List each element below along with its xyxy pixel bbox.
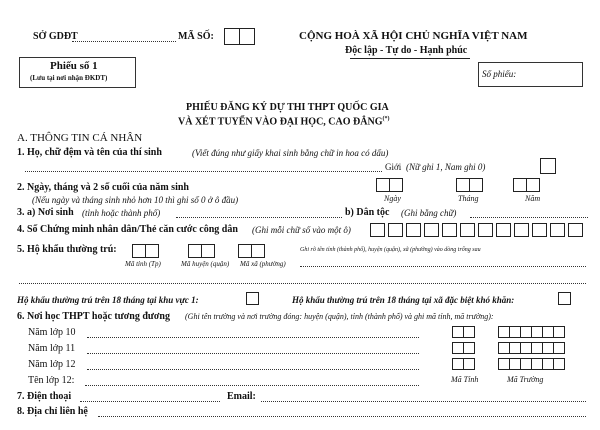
so-gddt-line[interactable] <box>72 41 176 42</box>
q3b-label: b) Dân tộc <box>345 207 390 218</box>
code-box[interactable] <box>553 342 565 354</box>
q3a-label: 3. a) Nơi sinh <box>17 207 74 218</box>
cmnd-box[interactable] <box>460 223 475 237</box>
ma-xa-box-2[interactable] <box>251 244 265 258</box>
dia-chi-line[interactable] <box>98 416 586 417</box>
ngay-label: Ngày <box>384 194 401 203</box>
kv1-label: Hộ khẩu thường trú trên 18 tháng tại khu vực 1: <box>17 295 199 305</box>
kv1-box[interactable] <box>246 292 259 305</box>
republic-title: CỘNG HOÀ XÃ HỘI CHỦ NGHĨA VIỆT NAM <box>299 30 528 42</box>
code-box[interactable] <box>553 358 565 370</box>
ma-huyen-boxes <box>188 244 214 258</box>
thang-label: Tháng <box>458 194 479 203</box>
thang-box-2[interactable] <box>469 178 483 192</box>
q2-hint: (Nếu ngày và tháng sinh nhỏ hơn 10 thì ghi số 0 ở ô đầu) <box>32 195 239 205</box>
form-title-line1: PHIẾU ĐĂNG KÝ DỰ THI THPT QUỐC GIA <box>186 102 389 113</box>
ma-tinh-12 <box>452 358 474 370</box>
gioi-hint: (Nữ ghi 1, Nam ghi 0) <box>406 162 486 172</box>
cmnd-box[interactable] <box>424 223 439 237</box>
cmnd-box[interactable] <box>514 223 529 237</box>
ngay-box-2[interactable] <box>389 178 403 192</box>
form-title-line2: VÀ XÉT TUYỂN VÀO ĐẠI HỌC, CAO ĐẲNG(*) <box>178 116 390 128</box>
ho-khau-line-2[interactable] <box>19 283 586 284</box>
thang-boxes <box>456 178 482 192</box>
cmnd-box[interactable] <box>550 223 565 237</box>
q6-label: 6. Nơi học THPT hoặc tương đương <box>17 311 170 322</box>
q1-name-line[interactable] <box>25 171 382 172</box>
luu-tai-note: (Lưu tại nơi nhận ĐKDT) <box>30 74 108 82</box>
ma-xa-caption: Mã xã (phường) <box>240 260 286 268</box>
nam-lop-10-line[interactable] <box>87 337 419 338</box>
ma-tinh-10 <box>452 326 474 338</box>
thang-box-1[interactable] <box>456 178 470 192</box>
nam-lop-12-line[interactable] <box>87 369 419 370</box>
cmnd-box[interactable] <box>568 223 583 237</box>
gioi-label: Giới <box>385 162 402 172</box>
ma-huyen-box-1[interactable] <box>188 244 202 258</box>
cmnd-box[interactable] <box>478 223 493 237</box>
ma-huyen-caption: Mã huyện (quận) <box>181 260 230 268</box>
ma-tinh-caption: Mã tỉnh (Tp) <box>125 260 161 268</box>
ma-xa-box-1[interactable] <box>238 244 252 258</box>
q7-label: 7. Điện thoại <box>17 391 72 402</box>
email-label: Email: <box>227 391 256 402</box>
dan-toc-line[interactable] <box>470 217 588 218</box>
email-line[interactable] <box>261 401 586 402</box>
section-a-heading: A. THÔNG TIN CÁ NHÂN <box>17 132 143 144</box>
nam-box-2[interactable] <box>526 178 540 192</box>
code-box[interactable] <box>463 358 475 370</box>
ngay-box-1[interactable] <box>376 178 390 192</box>
cmnd-box[interactable] <box>388 223 403 237</box>
phieu-so-label: Phiếu số 1 <box>50 60 98 72</box>
cmnd-box[interactable] <box>496 223 511 237</box>
dien-thoai-line[interactable] <box>80 401 220 402</box>
nam-lop-11-line[interactable] <box>87 353 419 354</box>
q4-label: 4. Số Chứng minh nhân dân/Thẻ căn cước công dân <box>17 224 238 235</box>
q1-label: 1. Họ, chữ đệm và tên của thí sinh <box>17 147 162 158</box>
ma-so-label: MÃ SỐ: <box>178 31 214 42</box>
so-gddt-label: SỞ GDĐT <box>33 31 78 42</box>
ma-huyen-box-2[interactable] <box>201 244 215 258</box>
q3a-hint: (tỉnh hoặc thành phố) <box>82 208 161 218</box>
nam-lop-12-label: Năm lớp 12 <box>28 359 76 370</box>
motto: Độc lập - Tự do - Hạnh phúc <box>345 45 468 56</box>
ma-tinh-box-2[interactable] <box>145 244 159 258</box>
ma-tinh-boxes <box>132 244 158 258</box>
ho-khau-line-1[interactable] <box>300 266 586 267</box>
ma-truong-10 <box>498 326 564 338</box>
nam-label: Năm <box>525 194 541 203</box>
gioi-box[interactable] <box>540 158 556 174</box>
code-box[interactable] <box>553 326 565 338</box>
ngay-boxes <box>376 178 402 192</box>
nam-boxes <box>513 178 539 192</box>
ma-so-box-1[interactable] <box>224 28 240 45</box>
so-phieu-label: Số phiếu: <box>482 69 517 79</box>
q6-hint: (Ghi tên trường và nơi trường đóng: huyện (quận), tỉnh (thành phố) và ghi mã tỉnh, mã trường): <box>185 312 494 321</box>
cmnd-box[interactable] <box>370 223 385 237</box>
q5-note: Ghi rõ tên tỉnh (thành phố), huyện (quận), xã (phường) vào dòng trống sau <box>300 247 481 253</box>
motto-underline <box>350 58 470 59</box>
q5-label: 5. Hộ khẩu thường trú: <box>17 244 117 255</box>
cmnd-box[interactable] <box>406 223 421 237</box>
ma-tinh-11 <box>452 342 474 354</box>
code-box[interactable] <box>463 326 475 338</box>
q8-label: 8. Địa chỉ liên hệ <box>17 406 88 417</box>
ma-xa-boxes <box>238 244 264 258</box>
dbkk-box[interactable] <box>558 292 571 305</box>
noi-sinh-line[interactable] <box>176 217 342 218</box>
ma-truong-12 <box>498 358 564 370</box>
q1-hint: (Viết đúng như giấy khai sinh bằng chữ in hoa có dấu) <box>192 148 389 158</box>
nam-lop-11-label: Năm lớp 11 <box>28 343 76 354</box>
dbkk-label: Hộ khẩu thường trú trên 18 tháng tại xã đặc biệt khó khăn: <box>292 295 515 305</box>
nam-lop-10-label: Năm lớp 10 <box>28 327 76 338</box>
cmnd-box[interactable] <box>442 223 457 237</box>
ten-lop-12-label: Tên lớp 12: <box>28 375 75 386</box>
code-box[interactable] <box>463 342 475 354</box>
q2-label: 2. Ngày, tháng và 2 số cuối của năm sinh <box>17 182 189 193</box>
ma-truong-caption-q6: Mã Trường <box>507 375 544 384</box>
cmnd-boxes <box>370 223 586 237</box>
ten-lop-12-line[interactable] <box>85 385 419 386</box>
ma-tinh-caption-q6: Mã Tỉnh <box>451 375 479 384</box>
q3b-hint: (Ghi bằng chữ) <box>401 208 457 218</box>
ma-so-box-2[interactable] <box>239 28 255 45</box>
cmnd-box[interactable] <box>532 223 547 237</box>
ma-tinh-box-1[interactable] <box>132 244 146 258</box>
ma-truong-11 <box>498 342 564 354</box>
q4-hint: (Ghi mỗi chữ số vào một ô) <box>252 225 351 235</box>
nam-box-1[interactable] <box>513 178 527 192</box>
